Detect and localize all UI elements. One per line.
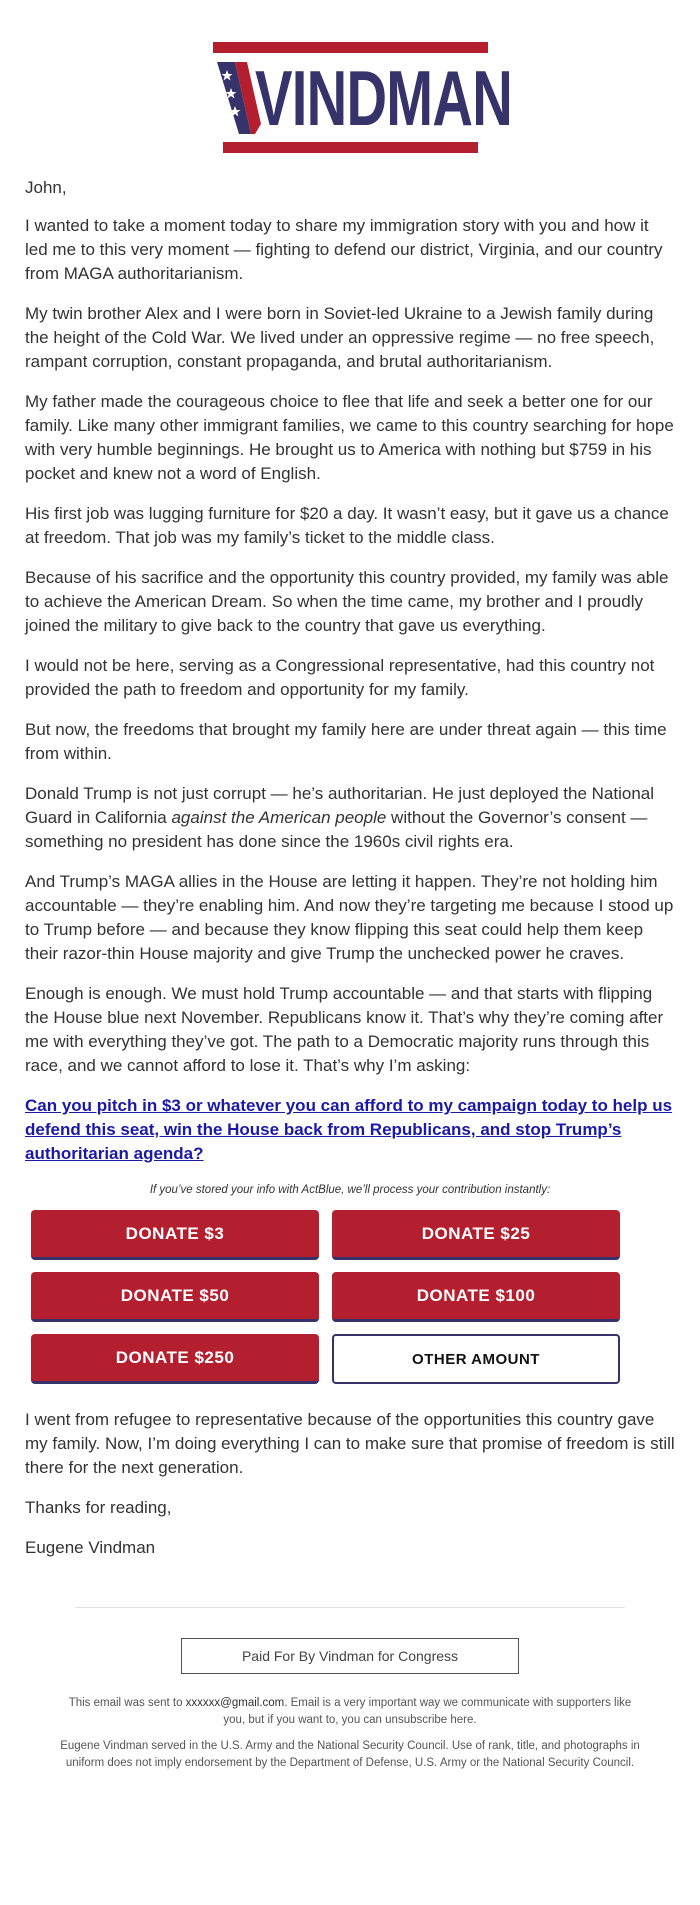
paragraph: I wanted to take a moment today to share my immigration story with you and how it led me to this very moment — fighting to defend our district, Virginia, and our country from MAGA authoritarianism. [25,216,663,283]
paragraph: Enough is enough. We must hold Trump accountable — and that starts with flipping the House blue next November. Republicans know it. That’s why they’re coming after me with everything they’ve got. The path to a Democratic majority runs through this race, and we cannot afford to lose it. That’s why I’m asking: [25,984,664,1075]
donate-250-button[interactable]: DONATE $250 [31,1334,319,1384]
text-segment: Donald Trump is not just corrupt — he’s authoritarian. He just deployed the National Guard in California [25,784,655,827]
paragraph: And Trump’s MAGA allies in the House are letting it happen. They’re not holding him accountable — they’re enabling him. And now they’re targeting me because I stood up to Trump before — and because they know flipping this seat could help them keep their razor-thin House majority and give Trump the unchecked power he craves. [25,872,674,963]
letter-body [0,176,700,1196]
donate-25-button[interactable]: DONATE $25 [332,1210,620,1260]
email-notice [60,1695,640,1729]
paragraph: I went from refugee to representative because of the opportunities this country gave my family. Now, I’m doing everything I can to make sure that promise of freedom is still there for the next generation. [25,1410,675,1477]
paragraph: His first job was lugging furniture for $20 a day. It wasn’t easy, but it gave us a chance at freedom. That job was my family’s ticket to the middle class. [25,504,669,547]
emphasis-text: against the American people [171,808,387,827]
text-segment: This email was sent to [68,1697,186,1709]
donate-100-button[interactable]: DONATE $100 [332,1272,620,1322]
paragraph: Because of his sacrifice and the opportunity this country provided, my family was able to achieve the American Dream. So when the time came, my brother and I proudly joined the military to give back to the country that gave us everything. [25,568,669,635]
paragraph: My father made the courageous choice to flee that life and seek a better one for our family. Like many other immigrant families, we came to this country searching for hope with very humble beginnings. He brought us to America with nothing but $759 in his pocket and knew not a word of English. [25,392,674,483]
logo-wordmark: VINDMAN [255,54,513,142]
paid-for-box: Paid For By Vindman for Congress [181,1638,519,1674]
paragraph: I would not be here, serving as a Congressional representative, had this country not provided the path to freedom and opportunity for my family. [25,656,655,699]
recipient-email: xxxxxx@gmail.com [185,1697,285,1709]
text-segment: without the Governor’s consent — something no president has done since the 1960s civil rights era. [25,808,648,851]
donate-3-button[interactable]: DONATE $3 [31,1210,319,1260]
unsubscribe-link[interactable]: unsubscribe here [385,1714,474,1726]
greeting: John, [25,178,67,197]
letter-closing [0,1408,700,1560]
donate-50-button[interactable]: DONATE $50 [31,1272,319,1322]
donation-ask-link[interactable]: Can you pitch in $3 or whatever you can afford to my campaign today to help us defend this seat, win the House back from Republicans, and stop Trump’s authoritarian agenda? [25,1096,673,1163]
other-amount-button[interactable]: OTHER AMOUNT [332,1334,620,1384]
logo-top-stripe [213,42,488,53]
signoff: Thanks for reading, [25,1498,172,1517]
text-segment: . [473,1714,477,1726]
actblue-note: If you’ve stored your info with ActBlue, we’ll process your contribution instantly: [149,1184,551,1196]
disclaimer: Eugene Vindman served in the U.S. Army and the National Security Council. Use of rank, title, and photographs in uniform does not imply endorsement by the Department of Defense, U.S. Army or the National Security Council. [60,1740,640,1769]
donate-button-grid [31,1210,620,1384]
paragraph: But now, the freedoms that brought my family here are under threat again — this time from within. [25,720,667,763]
vindman-logo[interactable] [213,42,513,154]
footer [0,1608,700,1791]
logo-bottom-stripe [223,142,478,153]
text-segment: . Email is a very important way we communicate with supporters like you, but if you want to, you can [223,1697,632,1726]
signature: Eugene Vindman [25,1538,156,1557]
paragraph: My twin brother Alex and I were born in Soviet-led Ukraine to a Jewish family during the height of the Cold War. We lived under an oppressive regime — no free speech, rampant corruption, constant propaganda, and brutal authoritarianism. [25,304,655,371]
header [0,0,700,176]
paragraph-trump [25,782,675,854]
